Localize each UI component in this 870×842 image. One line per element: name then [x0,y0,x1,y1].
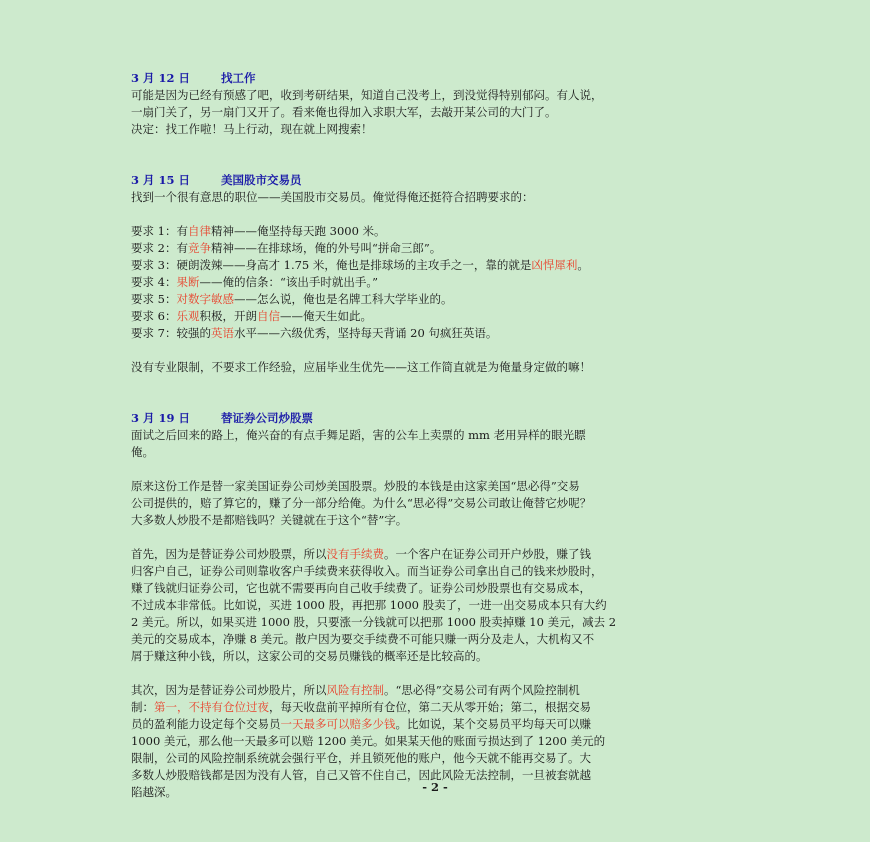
requirement-4: 要求 4：果断——俺的信条：“该出手时就出手。” [131,275,378,289]
highlight: 一天最多可以赔多少钱 [280,717,396,731]
text-line: 其次，因为是替证券公司炒股片，所以风险有控制。“思必得”交易公司有两个风险控制机 [131,683,580,697]
text-line: 员的盈利能力设定每个交易员一天最多可以赔多少钱。比如说，某个交易员平均每天可以赚 [131,717,591,731]
text-line: 陷越深。 [131,785,177,799]
entry-3-12 [131,70,743,138]
highlight: 风险有控制 [326,683,384,697]
requirement-7: 要求 7：较强的英语水平——六级优秀，坚持每天背诵 20 句疯狂英语。 [131,326,498,340]
entry-title: 找工作 [221,71,256,85]
text-line: 可能是因为已经有预感了吧，收到考研结果，知道自己没考上，到没觉得特别郁闷。有人说， [131,88,603,102]
entry-title: 替证券公司炒股票 [221,411,313,425]
entry-3-15 [131,172,743,376]
highlight: 果断 [176,275,200,289]
text-line: 决定：找工作啦！马上行动，现在就上网搜索！ [131,122,373,136]
entry-title: 美国股市交易员 [221,173,302,187]
highlight: 竞争 [187,241,211,255]
text-line: 原来这份工作是替一家美国证券公司炒美国股票。炒股的本钱是由这家美国“思必得”交易 [131,479,580,493]
entry-heading [131,410,743,427]
text-line: 首先，因为是替证券公司炒股票，所以没有手续费。一个客户在证券公司开户炒股，赚了钱 [131,547,591,561]
text-line: 1000 美元，那么他一天最多可以赔 1200 美元。如果某天他的账面亏损达到了 1200 美元的 [131,734,606,748]
text-line: 面试之后回来的路上，俺兴奋的有点手舞足蹈，害的公车上卖票的 mm 老用异样的眼光瞟 [131,428,586,442]
highlight: 自信 [256,309,280,323]
text-line: 不过成本非常低。比如说，买进 1000 股，再把那 1000 股卖了，一进一出交易成本只有大约 [131,598,607,612]
text-line: 限制，公司的风险控制系统就会强行平仓，并且锁死他的账户，他今天就不能再交易了。大 [131,751,591,765]
text-line: 没有专业限制，不要求工作经验，应届毕业生优先——这工作简直就是为俺量身定做的嘛！ [131,360,591,374]
diary-content [131,70,743,801]
text-line: 俺。 [131,445,154,459]
highlight: 没有手续费 [326,547,384,561]
requirement-2: 要求 2：有竞争精神——在排球场，俺的外号叫“拼命三郎”。 [131,241,442,255]
text-line: 公司提供的，赔了算它的，赚了分一部分给俺。为什么“思必得”交易公司敢让俺替它炒呢？ [131,496,592,510]
highlight: 英语 [210,326,234,340]
highlight: 第一，不持有仓位过夜 [154,700,269,714]
text-line: 制：第一，不持有仓位过夜，每天收盘前平掉所有仓位，第二天从零开始；第二，根据交易 [131,700,591,714]
text-line: 归客户自己，证券公司则靠收客户手续费来获得收入。而当证券公司拿出自己的钱来炒股时， [131,564,603,578]
highlight: 对数字敏感 [176,292,234,306]
highlight: 凶悍犀利 [531,258,578,272]
text-line: 屑于赚这种小钱，所以，这家公司的交易员赚钱的概率还是比较高的。 [131,649,488,663]
page-number: - 2 - [422,780,448,794]
requirement-5: 要求 5：对数字敏感——怎么说，俺也是名牌工科大学毕业的。 [131,292,453,306]
entry-3-19 [131,410,743,801]
text-line: 2 美元。所以，如果买进 1000 股，只要涨一分钱就可以把那 1000 股卖掉赚 10 美元，减去 2 [131,615,617,629]
entry-date: 3 月 15 日 [131,173,191,187]
text-line: 美元的交易成本，净赚 8 美元。散户因为要交手续费不可能只赚一两分及走人，大机构又不 [131,632,595,646]
requirement-6: 要求 6：乐观积极，开朗自信——俺天生如此。 [131,309,372,323]
text-line: 多数人炒股赔钱都是因为没有人管，自己又管不住自己，因此风险无法控制，一旦被套就越 [131,768,591,782]
entry-date: 3 月 12 日 [131,71,191,85]
highlight: 乐观 [176,309,200,323]
requirement-1: 要求 1：有自律精神——俺坚持每天跑 3000 米。 [131,224,386,238]
text-line: 找到一个很有意思的职位——美国股市交易员。俺觉得俺还挺符合招聘要求的： [131,190,534,204]
text-line: 一扇门关了，另一扇门又开了。看来俺也得加入求职大军，去敲开某公司的大门了。 [131,105,557,119]
entry-heading [131,70,743,87]
entry-heading [131,172,743,189]
text-line: 赚了钱就归证券公司，它也就不需要再向自己收手续费了。证券公司炒股票也有交易成本， [131,581,591,595]
highlight: 自律 [187,224,211,238]
entry-date: 3 月 19 日 [131,411,191,425]
requirement-3: 要求 3：硬朗泼辣——身高才 1.75 米，俺也是排球场的主攻手之一，靠的就是凶悍犀利。 [131,258,589,272]
text-line: 大多数人炒股不是都赔钱吗？关键就在于这个“替”字。 [131,513,408,527]
